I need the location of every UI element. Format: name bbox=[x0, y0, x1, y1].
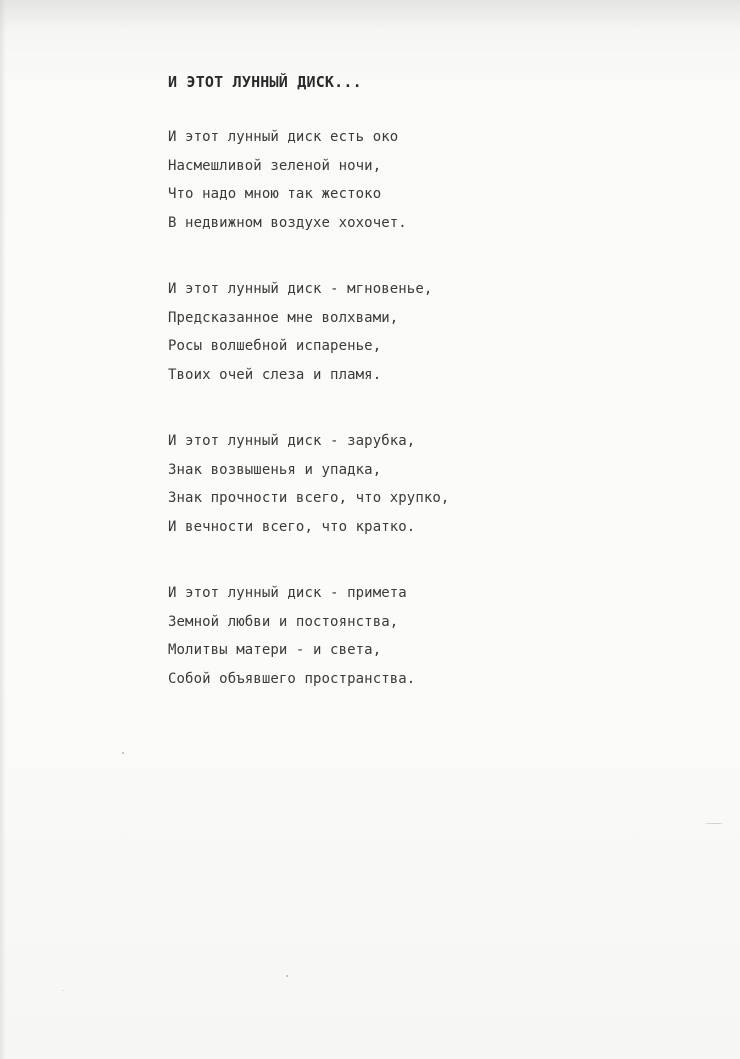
scan-edge bbox=[0, 0, 6, 1059]
poem-line: В недвижном воздухе хохочет. bbox=[168, 214, 407, 231]
paper-speck bbox=[286, 975, 288, 977]
stanza-3 bbox=[168, 427, 688, 541]
poem-line: Насмешливой зеленой ночи, bbox=[168, 157, 382, 174]
poem-line: Земной любви и постоянства, bbox=[168, 613, 399, 630]
paper-speck bbox=[62, 990, 63, 991]
poem-line: И этот лунный диск - мгновенье, bbox=[168, 281, 433, 297]
poem-line: Росы волшебной испаренье, bbox=[168, 338, 382, 354]
poem-title: И ЭТОТ ЛУННЫЙ ДИСК... bbox=[168, 73, 362, 91]
stanza-4 bbox=[168, 579, 688, 693]
poem bbox=[168, 73, 688, 731]
poem-line: Предсказанное мне волхвами, bbox=[168, 309, 399, 326]
poem-line: Твоих очей слеза и пламя. bbox=[168, 366, 382, 383]
poem-line: И вечности всего, что кратко. bbox=[168, 518, 416, 535]
poem-line: Молитвы матери - и света, bbox=[168, 642, 382, 658]
poem-line: Знак прочности всего, что хрупко, bbox=[168, 490, 450, 506]
paper-speck bbox=[122, 752, 124, 754]
paper-speck bbox=[705, 823, 723, 824]
poem-line: Собой объявшего пространства. bbox=[168, 670, 416, 687]
poem-line: Знак возвышенья и упадка, bbox=[168, 461, 382, 478]
stanza-1 bbox=[168, 123, 688, 237]
poem-line: И этот лунный диск - зарубка, bbox=[168, 433, 416, 449]
poem-line: И этот лунный диск - примета bbox=[168, 585, 407, 601]
stanza-2 bbox=[168, 275, 688, 389]
scan-shadow bbox=[0, 0, 740, 30]
poem-line: Что надо мною так жестоко bbox=[168, 186, 382, 202]
poem-line: И этот лунный диск есть око bbox=[168, 129, 399, 145]
